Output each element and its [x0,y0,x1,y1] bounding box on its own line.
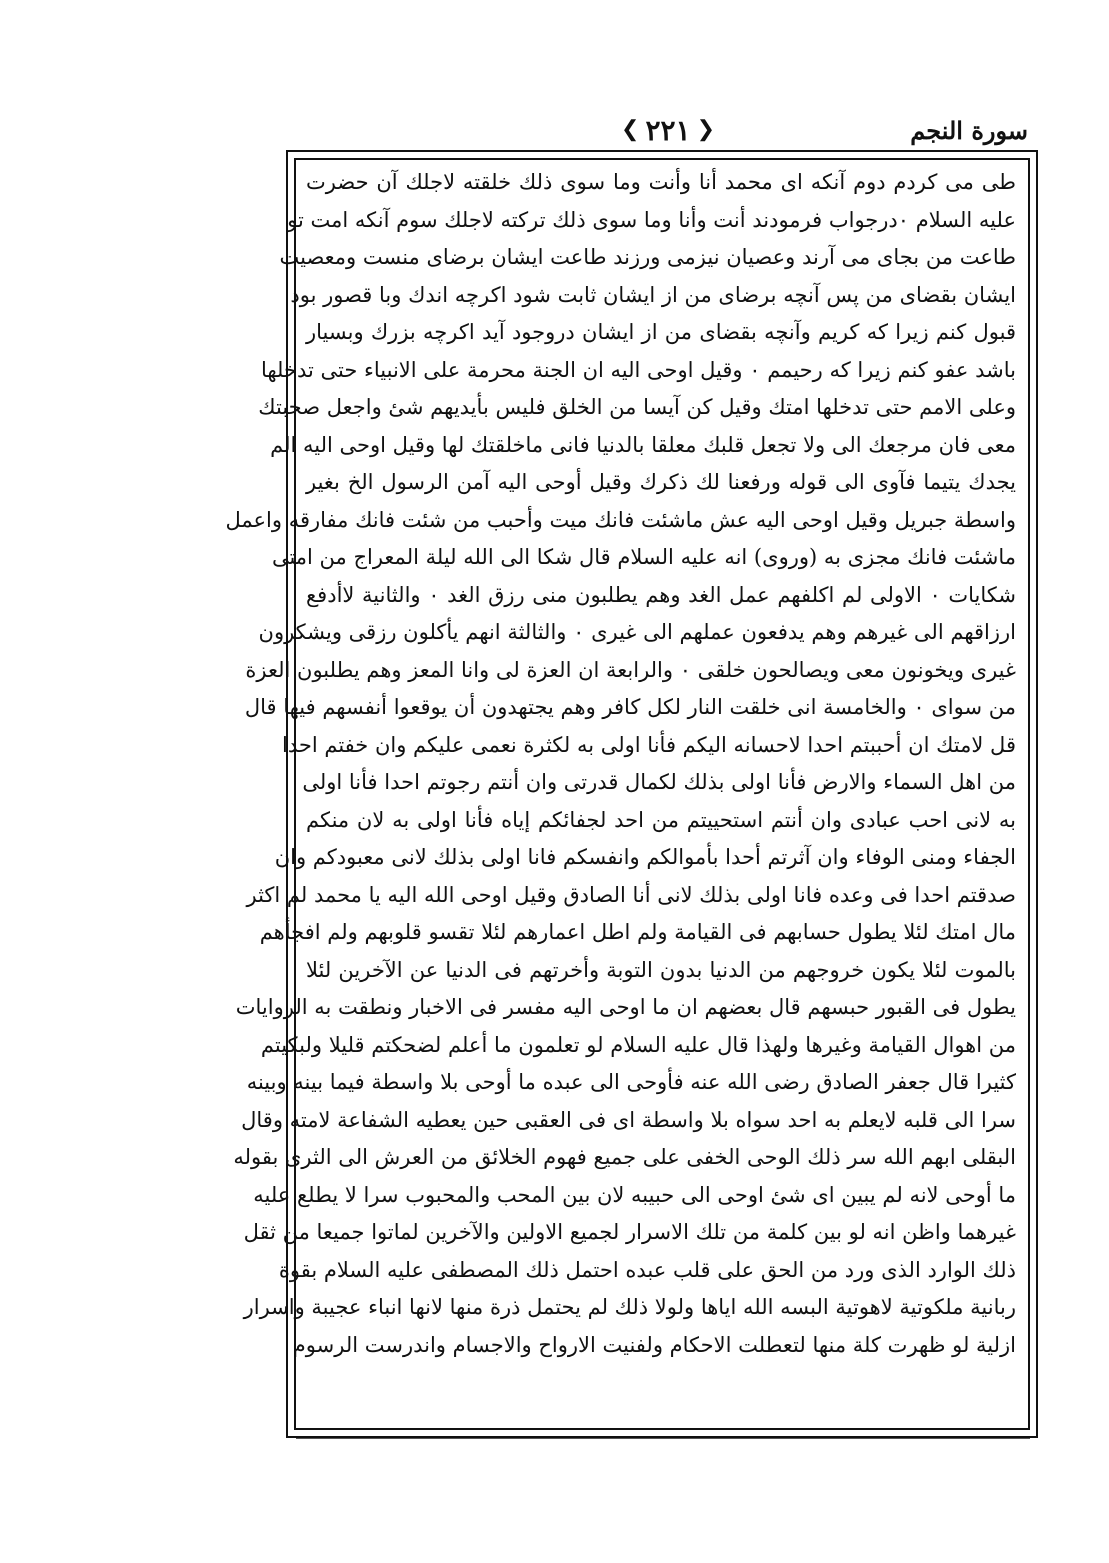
text-line: ايشان بقضاى من پس آنچه برضاى من از ايشان ثابت شود اكرچه اندك وبا قصور بود [290,282,1016,307]
text-line: مال امتك لئلا يطول حسابهم فى القيامة ولم اطل اعمارهم لئلا تقسو قلوبهم ولم افجأهم [259,920,1016,944]
text-line: ربانية ملكوتية لاهوتية البسه الله اياها ولولا ذلك لم يحتمل ذرة منها لانها انباء عجيبة واسرار [243,1295,1016,1319]
text-line: واسطة جبريل وقيل اوحى اليه عش ماشئت فانك ميت وأحبب من شئت فانك مفارقه واعمل [225,507,1016,532]
page-number: ٢٢١ [645,113,691,147]
text-line: معى فان مرجعك الى ولا تجعل قلبك معلقا بالدنيا فانى ماخلقتك لها وقيل اوحى اليه الم [270,432,1016,457]
text-line: البقلى ابهم الله سر ذلك الوحى الخفى على جميع فهوم الخلائق من العرش الى الثرى بقوله [233,1145,1016,1169]
text-line: من سواى ٠ والخامسة انى خلقت النار لكل كافر وهم يجتهدون أن يوقعوا أنفسهم فيها قال [244,695,1016,719]
text-line: عليه السلام ٠درجواب فرمودند أنت وأنا وما سوى ذلك تركته لاجلك سوم آنكه امت تو [287,207,1016,232]
text-line: من اهوال القيامة وغيرها ولهذا قال عليه السلام لو تعلمون ما أعلم لضحكتم قليلا ولبكيتم [260,1032,1016,1057]
text-line: شكايات ٠ الاولى لم اكلفهم عمل الغد وهم يطلبون منى رزق الغد ٠ والثانية لاأدفع [306,582,1016,607]
text-line: باشد عفو كنم زيرا كه رحيمم ٠ وقيل اوحى اليه ان الجنة محرمة على الانبياء حتى تدخلها [260,357,1016,382]
text-line: ماشئت فانك مجزى به (وروى) انه عليه السلام قال شكا الى الله ليلة المعراج من امتى [271,545,1016,569]
text-line: كثيرا قال جعفر الصادق رضى الله عنه فأوحى الى عبده ما أوحى بلا واسطة فيما بينه وبينه [246,1070,1016,1094]
text-line: صدقتم احدا فى وعده فانا اولى بذلك لانى أنا الصادق وقيل اوحى الله اليه يا محمد لم اكثر [246,882,1016,907]
bottom-rule [296,1438,1030,1439]
text-line: ذلك الوارد الذى ورد من الحق على قلب عبده احتمل ذلك المصطفى عليه السلام بقوة [278,1257,1016,1282]
page-header [288,112,1028,152]
text-line: غيرى ويخونون معى ويصالحون خلقى ٠ والرابعة ان العزة لى وانا المعز وهم يطلبون العزة [245,657,1016,682]
text-line: وعلى الامم حتى تدخلها امتك وقيل كن آيسا من الخلق فليس بأيديهم شئ واجعل صحبتك [258,395,1016,419]
text-line: بالموت لئلا يكون خروجهم من الدنيا بدون التوبة وأخرتهم فى الدنيا عن الآخرين لئلا [306,957,1016,982]
text-frame-inner [225,158,1030,1430]
text-line: الجفاء ومنى الوفاء وان آثرتم أحدا بأموالكم وانفسكم فانا اولى بذلك لانى معبودكم وان [274,845,1016,869]
text-line: قبول كنم زيرا كه كريم وآنچه بقضاى من از ايشان دروجود آيد اكرچه بزرك وبسيار [306,320,1016,344]
page-number-cartouche [598,112,738,148]
text-line: طاعت من بجاى مى آرند وعصيان نيزمى ورزند طاعت ايشان برضاى منست ومعصيت [279,245,1016,269]
text-line: غيرهما واظن انه لو بين كلمة من تلك الاسرار لجميع الاولين والآخرين لماتوا جميعا من ثقل [243,1220,1016,1244]
text-line: قل لامتك ان أحببتم احدا لاحسانه اليكم فأنا اولى به لكثرة نعمى عليكم وان خفتم احدا [282,732,1016,757]
text-line: طى مى كردم دوم آنكه اى محمد أنا وأنت وما سوى ذلك خلقته لاجلك آن حضرت [306,170,1016,194]
text-line: ازلية لو ظهرت كلة منها لتعطلت الاحكام ولفنيت الارواح والاجسام واندرست الرسوم [292,1332,1016,1357]
text-line: سرا الى قلبه لايعلم به احد سواه بلا واسطة اى فى العقبى حين يعطيه الشفاعة لامته وقال [241,1107,1016,1132]
text-line: يطول فى القبور حبسهم قال بعضهم ان ما اوحى اليه مفسر فى الاخبار ونطقت به الروايات [235,995,1016,1019]
text-frame [225,150,1038,1438]
text-line: به لانى احب عبادى وان أنتم استحييتم من احد لجفائكم إياه فأنا اولى به لان منكم [306,807,1016,832]
text-line: ارزاقهم الى غيرهم وهم يدفعون عملهم الى غيرى ٠ والثالثة انهم يأكلون رزقى ويشكرون [258,620,1016,644]
text-line: من اهل السماء والارض فأنا اولى بذلك لكمال قدرتى وان أنتم رجوتم احدا فأنا اولى [302,770,1016,794]
text-line: ما أوحى لانه لم يبين اى شئ اوحى الى حبيبه لان بين المحب والمحبوب سرا لا يطلع عليه [253,1182,1016,1207]
ornament-right-icon: ❯ [696,117,715,142]
ornament-left-icon: ❮ [621,117,640,142]
surah-title: سورة النجم [910,116,1028,145]
text-line: يجدك يتيما فآوى الى قوله ورفعنا لك ذكرك وقيل أوحى اليه آمن الرسول الخ بغير [306,470,1016,494]
body-text [225,164,1016,1364]
